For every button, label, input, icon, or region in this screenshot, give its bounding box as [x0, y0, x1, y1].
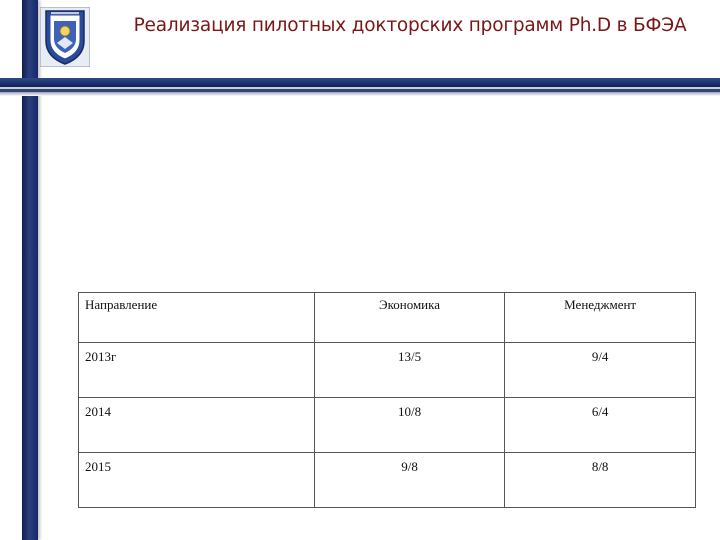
header-divider-shadow: [0, 92, 720, 96]
row-year-cell: 2013г: [79, 343, 315, 398]
phd-programs-table: [78, 292, 696, 508]
economics-cell: 13/5: [314, 343, 505, 398]
row-year-cell: 2014: [79, 398, 315, 453]
table-header-row: [79, 293, 696, 343]
table-row: [79, 343, 696, 398]
management-cell: 6/4: [505, 398, 696, 453]
university-crest-icon: [40, 7, 90, 67]
header-direction: Направление: [79, 293, 315, 343]
header-divider-bar: [0, 78, 720, 87]
slide-title: Реализация пилотных докторских программ Ph.D в БФЭА: [133, 15, 687, 36]
economics-cell: 10/8: [314, 398, 505, 453]
header-economics: Экономика: [314, 293, 505, 343]
economics-cell: 9/8: [314, 453, 505, 508]
row-year-cell: 2015: [79, 453, 315, 508]
management-cell: 9/4: [505, 343, 696, 398]
table-row: [79, 398, 696, 453]
header-management: Менеджмент: [505, 293, 696, 343]
management-cell: 8/8: [505, 453, 696, 508]
table-row: [79, 453, 696, 508]
